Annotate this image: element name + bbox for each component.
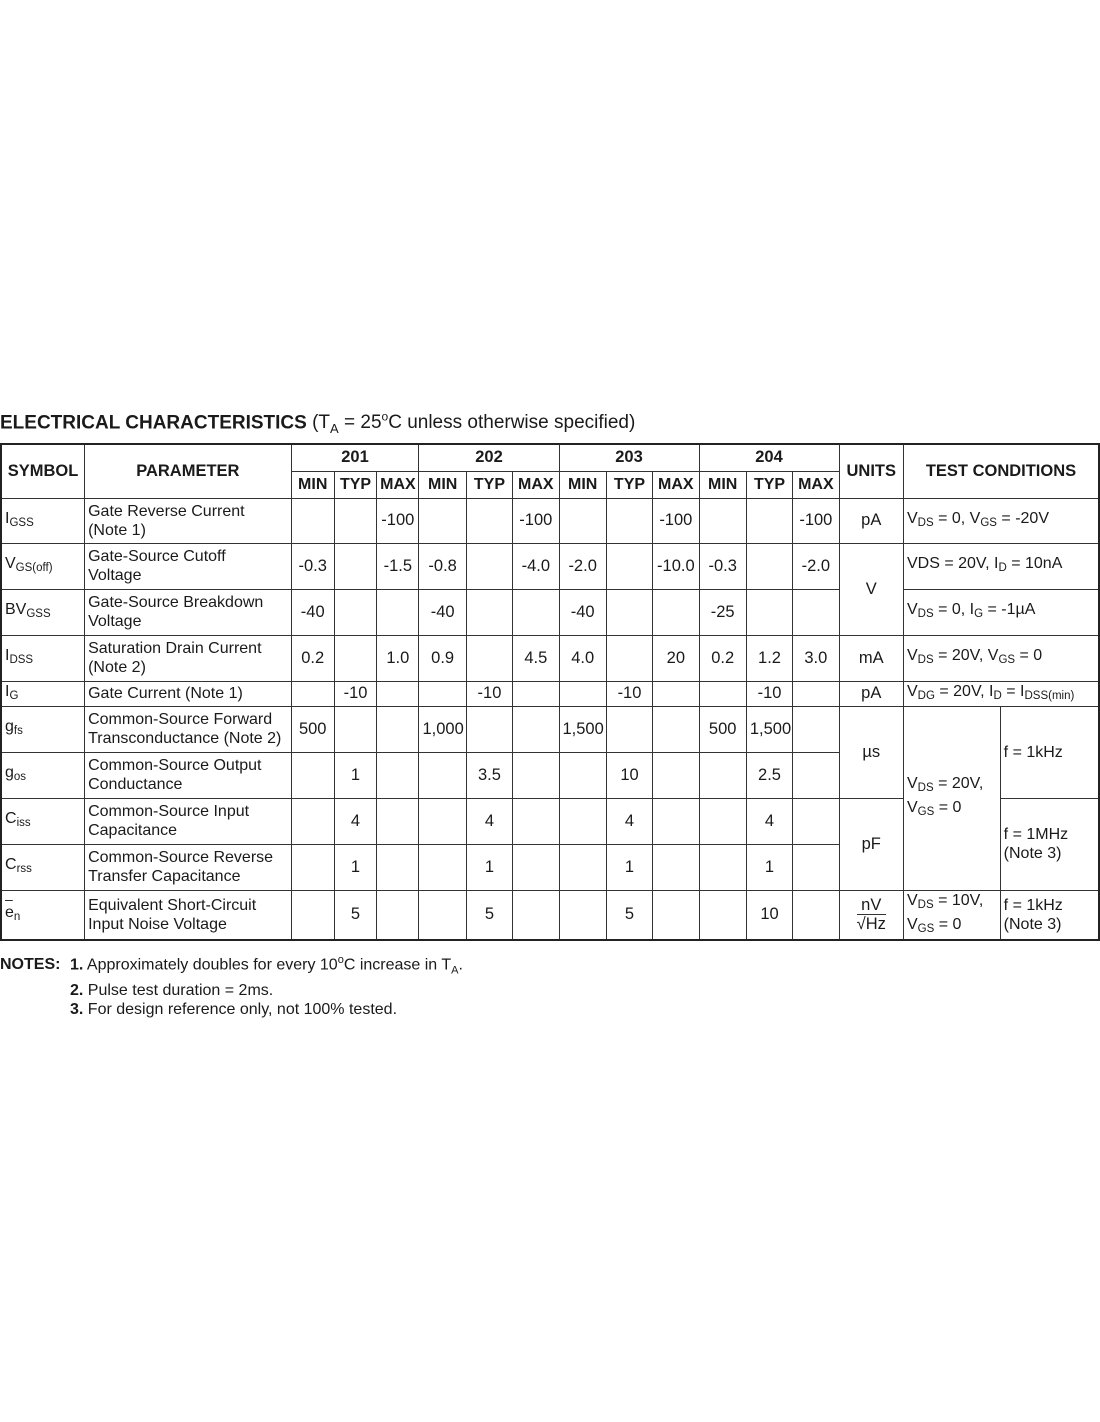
- value-cell: [699, 752, 746, 798]
- frequency-cell: f = 1kHz (Note 3): [1000, 890, 1099, 940]
- value-cell: [291, 798, 334, 844]
- section-title: [0, 410, 1100, 436]
- value-cell: [466, 635, 512, 681]
- value-cell: 4.0: [559, 635, 606, 681]
- value-cell: -100: [377, 498, 419, 543]
- header-max: MAX: [377, 471, 419, 498]
- value-cell: [559, 498, 606, 543]
- test-condition-shared-cell: $V_{DS} = 20V$, $V_{GS} = 0$: [903, 706, 1000, 890]
- header-max: MAX: [653, 471, 699, 498]
- value-cell: [419, 498, 466, 543]
- symbol-cell: $I_G$: [1, 681, 85, 706]
- symbol-cell: $g_{fs}$: [1, 706, 85, 752]
- table-row: [1, 681, 1099, 706]
- symbol-cell: $I_{DSS}$: [1, 635, 85, 681]
- value-cell: 3.0: [793, 635, 839, 681]
- note-item: 2. Pulse test duration = 2ms.: [70, 981, 274, 999]
- value-cell: -10: [466, 681, 512, 706]
- table-row: [1, 890, 1099, 940]
- value-cell: 4.5: [513, 635, 559, 681]
- value-cell: 0.2: [699, 635, 746, 681]
- value-cell: -100: [513, 498, 559, 543]
- value-cell: [513, 706, 559, 752]
- value-cell: [559, 798, 606, 844]
- symbol-cell: $g_{os}$: [1, 752, 85, 798]
- value-cell: [793, 798, 839, 844]
- header-device-203: 203: [559, 444, 699, 471]
- value-cell: 4: [746, 798, 792, 844]
- value-cell: [377, 706, 419, 752]
- value-cell: 1.0: [377, 635, 419, 681]
- test-condition-cell: $V_{DG} = 20V$, $I_D = I_{DSS(min)}$: [903, 681, 1099, 706]
- test-condition-cell: $V_{DS} = 0$, $V_{GS} = -20V$: [903, 498, 1099, 543]
- parameter-cell: Equivalent Short-Circuit Input Noise Voltage: [85, 890, 291, 940]
- units-cell: $\frac{nV}{√Hz}$: [839, 890, 903, 940]
- units-cell: mA: [839, 635, 903, 681]
- value-cell: 5: [334, 890, 376, 940]
- value-cell: [466, 498, 512, 543]
- value-cell: [699, 890, 746, 940]
- electrical-characteristics-table: [0, 443, 1100, 941]
- value-cell: [513, 752, 559, 798]
- frequency-1khz-cell: f = 1kHz: [1000, 706, 1099, 798]
- value-cell: [334, 498, 376, 543]
- parameter-cell: Common-Source Reverse Transfer Capacitance: [85, 844, 291, 890]
- test-condition-cell: $V_{DS} = 20V$, $V_{GS} = 0$: [903, 635, 1099, 681]
- table-row: [1, 498, 1099, 543]
- value-cell: -2.0: [559, 543, 606, 589]
- header-min: MIN: [419, 471, 466, 498]
- value-cell: -40: [419, 589, 466, 635]
- value-cell: -0.8: [419, 543, 466, 589]
- value-cell: 5: [466, 890, 512, 940]
- test-condition-cell: $V_{DS} = 0$, $I_G = -1\mu A$: [903, 589, 1099, 635]
- parameter-cell: Common-Source Input Capacitance: [85, 798, 291, 844]
- value-cell: [419, 844, 466, 890]
- value-cell: [606, 498, 652, 543]
- value-cell: [377, 752, 419, 798]
- value-cell: [559, 681, 606, 706]
- value-cell: [377, 681, 419, 706]
- header-device-202: 202: [419, 444, 559, 471]
- value-cell: [466, 543, 512, 589]
- parameter-cell: Saturation Drain Current (Note 2): [85, 635, 291, 681]
- test-condition-cell: VDS = 20V, $I_D = 10nA$: [903, 543, 1099, 589]
- value-cell: [793, 890, 839, 940]
- value-cell: [653, 844, 699, 890]
- value-cell: [746, 498, 792, 543]
- value-cell: [746, 589, 792, 635]
- header-min: MIN: [559, 471, 606, 498]
- parameter-cell: Gate-Source Breakdown Voltage: [85, 589, 291, 635]
- value-cell: [513, 798, 559, 844]
- value-cell: [653, 798, 699, 844]
- value-cell: [606, 589, 652, 635]
- value-cell: 1: [606, 844, 652, 890]
- symbol-cell: $V_{GS(off)}$: [1, 543, 85, 589]
- value-cell: [606, 635, 652, 681]
- value-cell: [746, 543, 792, 589]
- value-cell: [653, 681, 699, 706]
- value-cell: -25: [699, 589, 746, 635]
- value-cell: 2.5: [746, 752, 792, 798]
- header-device-204: 204: [699, 444, 839, 471]
- table-row: [1, 543, 1099, 589]
- symbol-cell: $I_{GSS}$: [1, 498, 85, 543]
- value-cell: [653, 589, 699, 635]
- parameter-cell: Common-Source Forward Transconductance (Note 2): [85, 706, 291, 752]
- value-cell: [334, 706, 376, 752]
- value-cell: 1: [334, 752, 376, 798]
- value-cell: [377, 890, 419, 940]
- value-cell: [419, 798, 466, 844]
- value-cell: 3.5: [466, 752, 512, 798]
- value-cell: 4: [334, 798, 376, 844]
- units-cell: pA: [839, 498, 903, 543]
- header-max: MAX: [513, 471, 559, 498]
- value-cell: [291, 498, 334, 543]
- value-cell: [334, 543, 376, 589]
- value-cell: -10.0: [653, 543, 699, 589]
- value-cell: 10: [746, 890, 792, 940]
- value-cell: -10: [606, 681, 652, 706]
- value-cell: 0.9: [419, 635, 466, 681]
- title-condition: ($T_A = 25^oC$ unless otherwise specified): [312, 410, 636, 437]
- value-cell: -40: [559, 589, 606, 635]
- value-cell: [513, 681, 559, 706]
- header-symbol: SYMBOL: [1, 444, 85, 498]
- value-cell: [653, 706, 699, 752]
- notes-label: NOTES:: [0, 956, 61, 974]
- value-cell: 500: [699, 706, 746, 752]
- value-cell: [377, 589, 419, 635]
- symbol-cell: $C_{rss}$: [1, 844, 85, 890]
- test-condition-cell: $V_{DS} = 10V$, $V_{GS} = 0$: [903, 890, 1000, 940]
- value-cell: -10: [334, 681, 376, 706]
- value-cell: [699, 681, 746, 706]
- parameter-cell: Gate Reverse Current (Note 1): [85, 498, 291, 543]
- value-cell: [466, 589, 512, 635]
- header-min: MIN: [699, 471, 746, 498]
- value-cell: [291, 752, 334, 798]
- value-cell: 4: [606, 798, 652, 844]
- units-cell: pA: [839, 681, 903, 706]
- header-typ: TYP: [746, 471, 792, 498]
- value-cell: [699, 498, 746, 543]
- symbol-cell: $BV_{GSS}$: [1, 589, 85, 635]
- value-cell: [793, 844, 839, 890]
- symbol-cell: $C_{iss}$: [1, 798, 85, 844]
- header-typ: TYP: [466, 471, 512, 498]
- value-cell: [513, 844, 559, 890]
- value-cell: 500: [291, 706, 334, 752]
- value-cell: [334, 589, 376, 635]
- value-cell: 1,500: [559, 706, 606, 752]
- units-cell: µs: [839, 706, 903, 798]
- value-cell: [793, 706, 839, 752]
- value-cell: [419, 752, 466, 798]
- notes-section: [0, 951, 700, 1019]
- value-cell: 1: [746, 844, 792, 890]
- value-cell: 1: [334, 844, 376, 890]
- value-cell: 1,000: [419, 706, 466, 752]
- value-cell: [334, 635, 376, 681]
- value-cell: [699, 844, 746, 890]
- title-bold: ELECTRICAL CHARACTERISTICS: [0, 412, 307, 434]
- value-cell: [606, 543, 652, 589]
- header-test-conditions: TEST CONDITIONS: [903, 444, 1099, 498]
- value-cell: [559, 752, 606, 798]
- header-min: MIN: [291, 471, 334, 498]
- value-cell: [793, 681, 839, 706]
- value-cell: 10: [606, 752, 652, 798]
- value-cell: [419, 890, 466, 940]
- value-cell: [793, 589, 839, 635]
- header-units: UNITS: [839, 444, 903, 498]
- value-cell: [291, 844, 334, 890]
- table-row: [1, 706, 1099, 752]
- value-cell: [377, 798, 419, 844]
- value-cell: [291, 681, 334, 706]
- parameter-cell: Gate-Source Cutoff Voltage: [85, 543, 291, 589]
- value-cell: -10: [746, 681, 792, 706]
- value-cell: 20: [653, 635, 699, 681]
- value-cell: [793, 752, 839, 798]
- value-cell: [653, 890, 699, 940]
- value-cell: 5: [606, 890, 652, 940]
- value-cell: [419, 681, 466, 706]
- value-cell: 1.2: [746, 635, 792, 681]
- note-item: 3. For design reference only, not 100% tested.: [70, 1000, 398, 1018]
- table-row: [1, 589, 1099, 635]
- table-row: [1, 635, 1099, 681]
- header-device-201: 201: [291, 444, 419, 471]
- symbol-cell: – $e_n$: [1, 890, 85, 940]
- parameter-cell: Gate Current (Note 1): [85, 681, 291, 706]
- value-cell: 0.2: [291, 635, 334, 681]
- value-cell: [653, 752, 699, 798]
- header-typ: TYP: [334, 471, 376, 498]
- value-cell: -100: [793, 498, 839, 543]
- parameter-cell: Common-Source Output Conductance: [85, 752, 291, 798]
- value-cell: [606, 706, 652, 752]
- value-cell: -2.0: [793, 543, 839, 589]
- value-cell: -0.3: [291, 543, 334, 589]
- value-cell: [559, 890, 606, 940]
- units-cell: pF: [839, 798, 903, 890]
- value-cell: 1: [466, 844, 512, 890]
- frequency-1mhz-cell: f = 1MHz (Note 3): [1000, 798, 1099, 890]
- value-cell: -1.5: [377, 543, 419, 589]
- value-cell: -0.3: [699, 543, 746, 589]
- header-typ: TYP: [606, 471, 652, 498]
- value-cell: 1,500: [746, 706, 792, 752]
- value-cell: [291, 890, 334, 940]
- header-parameter: PARAMETER: [85, 444, 291, 498]
- value-cell: [513, 890, 559, 940]
- units-cell: V: [839, 543, 903, 635]
- value-cell: -4.0: [513, 543, 559, 589]
- value-cell: [513, 589, 559, 635]
- value-cell: [466, 706, 512, 752]
- value-cell: [699, 798, 746, 844]
- value-cell: [377, 844, 419, 890]
- value-cell: [559, 844, 606, 890]
- header-max: MAX: [793, 471, 839, 498]
- value-cell: -40: [291, 589, 334, 635]
- note-item: NOTES: 1. Approximately doubles for every 10$^o$C increase in $T_A$.: [0, 954, 463, 977]
- value-cell: -100: [653, 498, 699, 543]
- value-cell: 4: [466, 798, 512, 844]
